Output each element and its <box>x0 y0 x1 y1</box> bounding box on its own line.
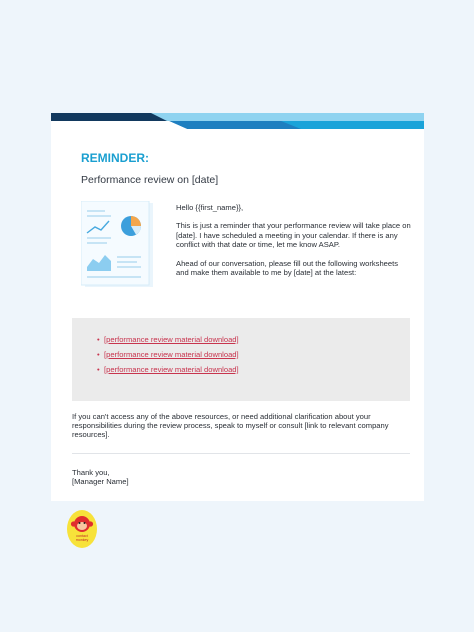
resource-download-link[interactable]: [performance review material download] <box>104 350 239 359</box>
signoff-name: [Manager Name] <box>72 477 129 487</box>
logo-line1: contact <box>76 534 88 538</box>
resource-list <box>72 318 410 374</box>
bullet: • <box>97 365 100 374</box>
contact-monkey-logo-icon <box>66 509 98 549</box>
list-item <box>97 335 410 344</box>
resources-box <box>72 318 410 401</box>
closing-paragraph: If you can't access any of the above resources, or need additional clarification about your responsibilities during the review process, speak to myself or consult [link to relevant company resources]. <box>72 412 389 440</box>
resource-download-link[interactable]: [performance review material download] <box>104 365 239 374</box>
report-document-icon <box>81 201 157 289</box>
divider <box>72 453 410 454</box>
signoff <box>72 468 129 486</box>
signoff-thanks: Thank you, <box>72 468 110 477</box>
email-title: REMINDER: <box>81 151 149 165</box>
reminder-paragraph: This is just a reminder that your performance review will take place on [date]. I have scheduled a meeting in your calendar. If there is any conflict with that date or time, let me know ASAP. <box>176 221 411 250</box>
letter-body <box>176 203 412 286</box>
bullet: • <box>97 350 100 359</box>
list-item <box>97 350 410 359</box>
header-stripes <box>51 113 424 129</box>
bullet: • <box>97 335 100 344</box>
worksheet-paragraph: Ahead of our conversation, please fill out the following worksheets and make them available to me by [date] at the latest: <box>176 258 399 278</box>
list-item <box>97 365 410 374</box>
email-card <box>51 113 424 501</box>
resource-download-link[interactable]: [performance review material download] <box>104 335 239 344</box>
logo-line2: monkey <box>75 538 89 542</box>
email-subtitle: Performance review on [date] <box>81 174 219 186</box>
greeting: Hello {{first_name}}, <box>176 203 244 212</box>
